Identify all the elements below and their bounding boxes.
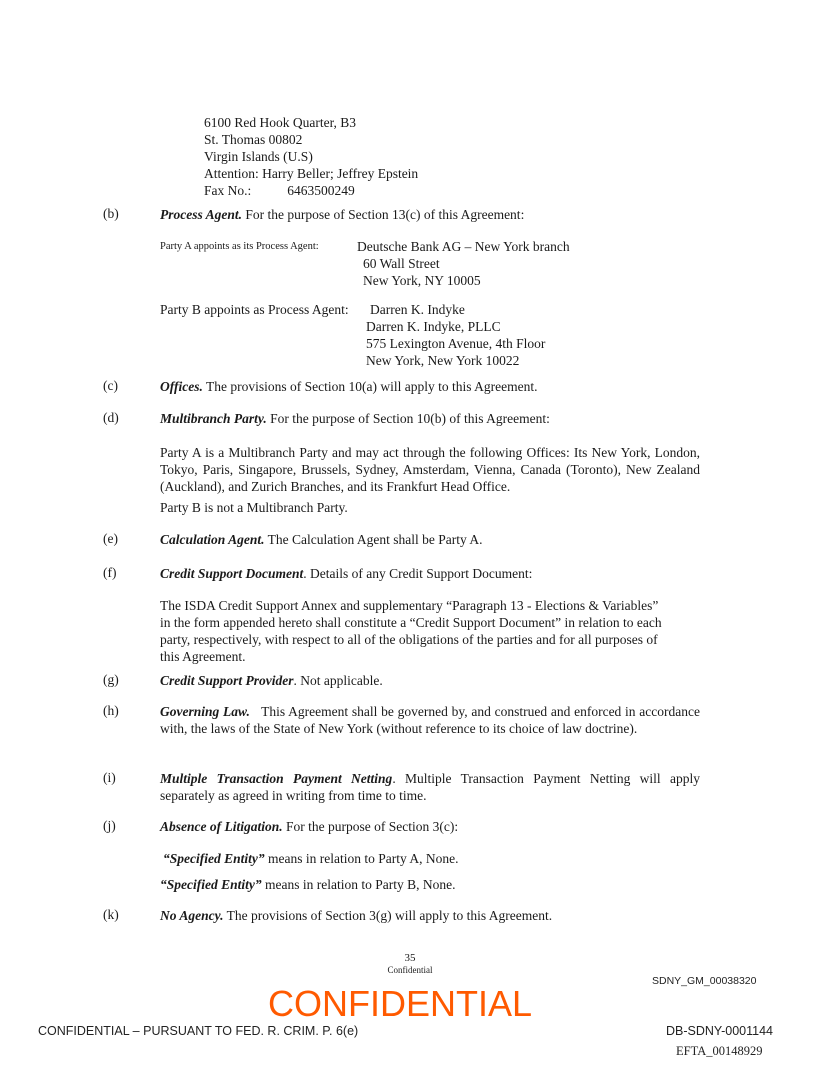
legal-notice: CONFIDENTIAL – PURSUANT TO FED. R. CRIM. P. 6(e) bbox=[38, 1024, 359, 1038]
specified-entity-text: means in relation to Party B, None. bbox=[261, 877, 456, 892]
party-b-label: Party B appoints as Process Agent: bbox=[160, 302, 349, 317]
section-b-text: For the purpose of Section 13(c) of this Agreement: bbox=[245, 207, 525, 222]
section-e-text: The Calculation Agent shall be Party A. bbox=[267, 532, 483, 547]
address-line: Virgin Islands (U.S) bbox=[204, 149, 313, 164]
confidential-footer-small: Confidential bbox=[387, 965, 433, 975]
fax-line bbox=[204, 182, 418, 199]
party-a-agent-address bbox=[357, 238, 570, 289]
section-i-text: . Multiple Transaction Payment Netting will apply separately as agreed in writing from time to time. bbox=[160, 771, 701, 803]
section-d-text: For the purpose of Section 10(b) of this Agreement: bbox=[270, 411, 550, 426]
address-line: Darren K. Indyke, PLLC bbox=[366, 319, 501, 334]
section-j-line bbox=[160, 818, 458, 835]
section-h-para bbox=[160, 703, 700, 737]
section-f-body-line: The ISDA Credit Support Annex and supplementary “Paragraph 13 - Elections & Variables” bbox=[160, 598, 659, 613]
section-d-heading: Multibranch Party. bbox=[160, 411, 267, 426]
bates-number-top: SDNY_GM_00038320 bbox=[652, 975, 757, 987]
section-e-line bbox=[160, 531, 483, 548]
section-j-line1 bbox=[163, 850, 458, 867]
section-f-marker: (f) bbox=[103, 565, 117, 580]
section-f-body-line: in the form appended hereto shall constitute a “Credit Support Document” in relation to each bbox=[160, 615, 662, 630]
address-line: New York, New York 10022 bbox=[366, 353, 520, 368]
specified-entity-term: “Specified Entity” bbox=[160, 877, 262, 892]
section-c-heading: Offices. bbox=[160, 379, 203, 394]
section-k-marker: (k) bbox=[103, 907, 119, 922]
section-k-line bbox=[160, 907, 552, 924]
section-d-marker: (d) bbox=[103, 410, 119, 425]
section-k-text: The provisions of Section 3(g) will apply to this Agreement. bbox=[226, 908, 553, 923]
section-j-line2 bbox=[160, 876, 455, 893]
section-g-text: . Not applicable. bbox=[293, 673, 383, 688]
section-g-marker: (g) bbox=[103, 672, 119, 687]
address-block bbox=[204, 114, 418, 199]
section-b-heading: Process Agent. bbox=[160, 207, 242, 222]
confidential-stamp: CONFIDENTIAL bbox=[268, 983, 533, 1024]
section-g-heading: Credit Support Provider bbox=[160, 673, 294, 688]
page-number: 35 bbox=[404, 952, 416, 964]
section-f-body-line: party, respectively, with respect to all of the obligations of the parties and for all purposes of bbox=[160, 632, 658, 647]
specified-entity-term: “Specified Entity” bbox=[163, 851, 265, 866]
address-line: 6100 Red Hook Quarter, B3 bbox=[204, 115, 357, 130]
address-line: St. Thomas 00802 bbox=[204, 132, 303, 147]
address-line: Attention: Harry Beller; Jeffrey Epstein bbox=[204, 166, 419, 181]
section-i-para bbox=[160, 770, 700, 804]
section-c-text: The provisions of Section 10(a) will apply to this Agreement. bbox=[206, 379, 538, 394]
address-line: 60 Wall Street bbox=[363, 256, 440, 271]
section-b-marker: (b) bbox=[103, 206, 119, 221]
address-line: 575 Lexington Avenue, 4th Floor bbox=[366, 336, 546, 351]
party-a-label: Party A appoints as its Process Agent: bbox=[160, 241, 319, 252]
address-line: Deutsche Bank AG – New York branch bbox=[357, 239, 570, 254]
section-h-heading: Governing Law. bbox=[160, 704, 250, 719]
address-line: Darren K. Indyke bbox=[370, 302, 465, 317]
section-d-para2: Party B is not a Multibranch Party. bbox=[160, 500, 348, 515]
address-line: New York, NY 10005 bbox=[363, 273, 481, 288]
bates-efta: EFTA_00148929 bbox=[676, 1044, 763, 1058]
fax-number: 6463500249 bbox=[287, 183, 355, 198]
bates-db: DB-SDNY-0001144 bbox=[666, 1024, 774, 1038]
section-j-marker: (j) bbox=[103, 818, 116, 833]
section-e-marker: (e) bbox=[103, 531, 118, 546]
section-k-heading: No Agency. bbox=[160, 908, 224, 923]
section-c-marker: (c) bbox=[103, 378, 118, 393]
section-f-text: . Details of any Credit Support Document: bbox=[303, 566, 533, 581]
section-h-marker: (h) bbox=[103, 703, 119, 718]
section-f-line bbox=[160, 565, 532, 582]
section-g-line bbox=[160, 672, 383, 689]
section-f-body-line: this Agreement. bbox=[160, 649, 246, 664]
section-d-para1: Party A is a Multibranch Party and may act through the following Offices: Its New York, London, Tokyo, Paris, Singapore, Brussels, Sydney, Amsterdam, Vienna, Canada (Toronto), New Zealand (Auckland), and Zurich Branches, and its Frankfurt Head Office. bbox=[160, 445, 700, 494]
section-b-heading-line bbox=[160, 206, 524, 223]
section-h-text: This Agreement shall be governed by, and construed and enforced in accordance with, the laws of the State of New York (without reference to its choice of law doctrine). bbox=[160, 704, 701, 736]
party-b-agent-address bbox=[366, 301, 545, 369]
section-j-text: For the purpose of Section 3(c): bbox=[286, 819, 459, 834]
section-i-marker: (i) bbox=[103, 770, 116, 785]
section-d-line bbox=[160, 410, 550, 427]
section-j-heading: Absence of Litigation. bbox=[160, 819, 283, 834]
fax-label: Fax No.: bbox=[204, 183, 252, 198]
specified-entity-text: means in relation to Party A, None. bbox=[264, 851, 459, 866]
section-e-heading: Calculation Agent. bbox=[160, 532, 265, 547]
section-f-body bbox=[160, 597, 662, 665]
section-f-heading: Credit Support Document bbox=[160, 566, 304, 581]
section-c-line bbox=[160, 378, 537, 395]
section-i-heading: Multiple Transaction Payment Netting bbox=[160, 771, 393, 786]
